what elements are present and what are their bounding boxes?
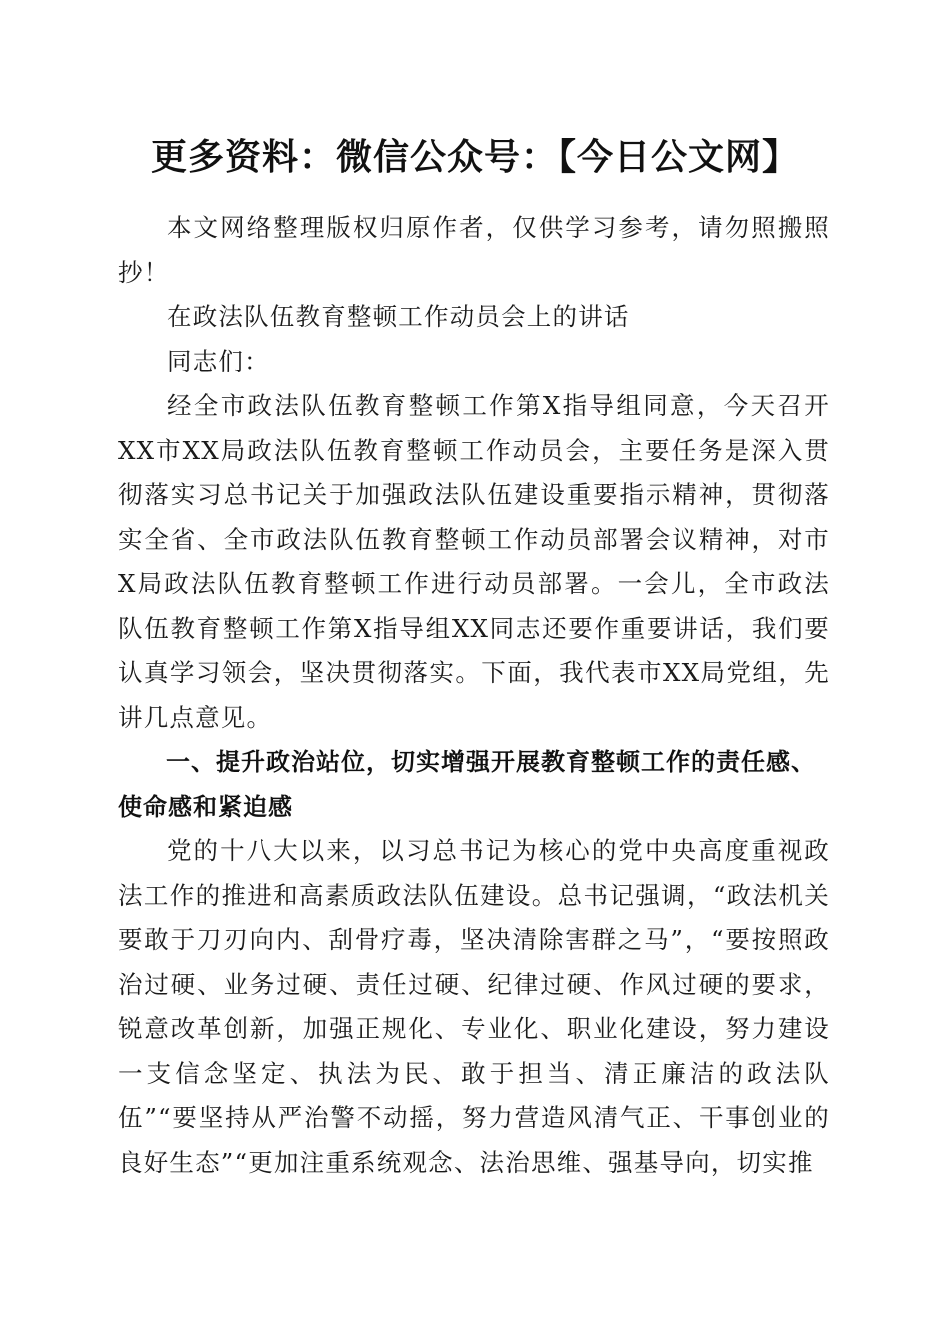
document-title: 在政法队伍教育整顿工作动员会上的讲话 (167, 302, 630, 331)
copyright-notice: 本文网络整理版权归原作者，仅供学习参考，请勿照搬照抄！ (118, 213, 830, 287)
section-heading: 一、提升政治站位，切实增强开展教育整顿工作的责任感、使命感和紧迫感 (118, 748, 816, 821)
paragraph-intro: 经全市政法队伍教育整顿工作第X指导组同意，今天召开XX市XX局政法队伍教育整顿工作动员会，主要任务是深入贯彻落实习总书记关于加强政法队伍建设重要指示精神，贯彻落实全省、全市政法队伍教育整顿工作动员部署会议精神，对市X局政法队伍教育整顿工作进行动员部署。一会儿，全市政法队伍教育整顿工作第X指导组XX同志还要作重要讲话，我们要认真学习领会，坚决贯彻落实。下面，我代表市XX局党组，先讲几点意见。 (118, 391, 830, 732)
salutation: 同志们： (167, 346, 270, 376)
paragraph-body: 党的十八大以来，以习总书记为核心的党中央高度重视政法工作的推进和高素质政法队伍建设。总书记强调，“政法机关要敢于刀刃向内、刮骨疗毒，坚决清除害群之马”，“要按照政治过硬、业务过硬、责任过硬、纪律过硬、作风过硬的要求，锐意改革创新，加强正规化、专业化、职业化建设，努力建设一支信念坚定、执法为民、敢于担当、清正廉洁的政法队伍”“要坚持从严治警不动摇，努力营造风清气正、干事创业的良好生态”“更加注重系统观念、法治思维、强基导向，切实推 (118, 836, 830, 1177)
document-body (118, 206, 830, 1185)
banner-heading: 更多资料：微信公众号：【今日公文网】 (150, 137, 799, 178)
